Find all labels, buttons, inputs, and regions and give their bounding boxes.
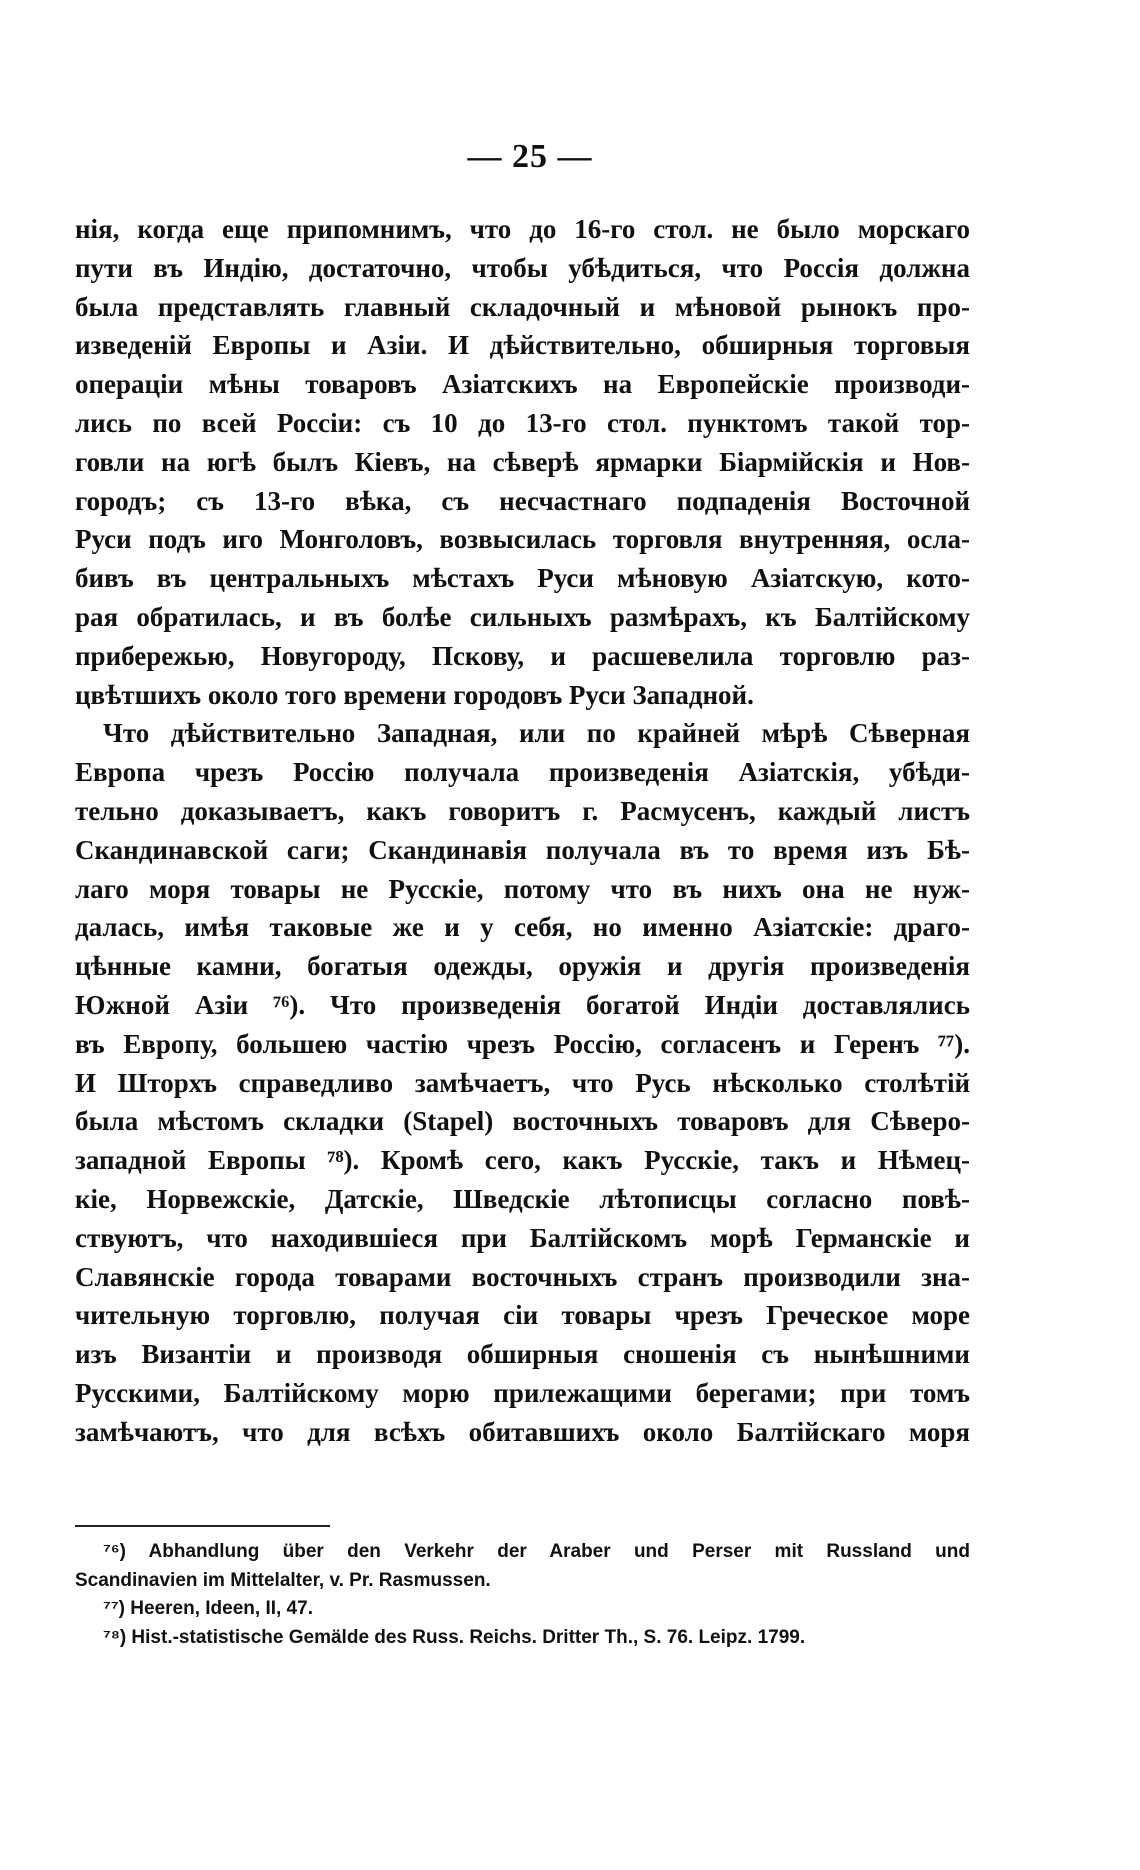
footnote-line: ⁷⁶) Abhandlung über den Verkehr der Araber und Perser mit Russland und — [103, 1541, 970, 1562]
text-line: нія, когда еще припомнимъ, что до 16-го стол. не было морскаго — [75, 214, 970, 244]
text-line: Руси подъ иго Монголовъ, возвысилась торговля внутренняя, осла- — [75, 524, 970, 555]
text-line: пути въ Индію, достаточно, чтобы убѣдиться, что Россія должна — [75, 252, 970, 283]
text-line: Южной Азіи ⁷⁶). Что произведенія богатой Индіи доставлялись — [75, 989, 970, 1020]
text-line: Что дѣйствительно Западная, или по крайней мѣрѣ Сѣверная — [103, 718, 970, 749]
text-line: чительную торговлю, получая сіи товары чрезъ Греческое море — [75, 1300, 970, 1331]
body-text — [75, 210, 970, 1452]
text-line: тельно доказываетъ, какъ говоритъ г. Расмусенъ, каждый листъ — [75, 795, 970, 826]
text-line: изъ Византіи и производя обширныя сношенія съ нынѣшними — [75, 1339, 970, 1370]
text-line: бивъ въ центральныхъ мѣстахъ Руси мѣновую Азіатскую, кото- — [75, 563, 970, 594]
text-line: прибережью, Новугороду, Пскову, и расшевелила торговлю раз- — [75, 640, 970, 671]
text-line: лаго моря товары не Русскіе, потому что въ нихъ она не нуж- — [75, 873, 970, 904]
text-line: Скандинавской саги; Скандинавія получала въ то время изъ Бѣ- — [75, 834, 970, 865]
text-line: цвѣтшихъ около того времени городовъ Руси Западной. — [75, 679, 754, 710]
text-line: была мѣстомъ складки (Stapel) восточныхъ товаровъ для Сѣверо- — [75, 1106, 970, 1137]
text-line: городъ; съ 13-го вѣка, съ несчастнаго подпаденія Восточной — [75, 485, 970, 516]
page-number: — 25 — — [467, 138, 593, 175]
footnotes — [75, 1538, 970, 1652]
text-line: лись по всей Россіи: съ 10 до 13-го стол. пунктомъ такой тор- — [75, 407, 970, 438]
text-line: операціи мѣны товаровъ Азіатскихъ на Европейскіе производи- — [75, 369, 970, 400]
footnote-line: ⁷⁸) Hist.-statistische Gemälde des Russ. Reichs. Dritter Th., S. 76. Leipz. 1799. — [103, 1626, 806, 1648]
text-line: кіе, Норвежскіе, Датскіе, Шведскіе лѣтописцы согласно повѣ- — [75, 1183, 970, 1214]
text-line: далась, имѣя таковые же и у себя, но именно Азіатскіе: драго- — [75, 912, 970, 943]
footnote-divider — [75, 1525, 330, 1527]
footnote-line: ⁷⁷) Heeren, Ideen, II, 47. — [103, 1598, 313, 1619]
text-line: рая обратилась, и въ болѣе сильныхъ размѣрахъ, къ Балтійскому — [75, 601, 970, 632]
text-line: была представлять главный складочный и мѣновой рынокъ про- — [75, 291, 970, 322]
text-line: Славянскіе города товарами восточныхъ странъ производили зна- — [75, 1261, 970, 1292]
text-line: говли на югѣ былъ Кіевъ, на сѣверѣ ярмарки Біармійскія и Нов- — [75, 446, 970, 477]
footnote-line: Scandinavien im Mittelalter, v. Pr. Rasmussen. — [75, 1569, 491, 1591]
text-line: цѣнные камни, богатыя одежды, оружія и другія произведенія — [75, 951, 970, 982]
text-line: ствуютъ, что находившіеся при Балтійскомъ морѣ Германскіе и — [75, 1222, 970, 1253]
text-line: замѣчаютъ, что для всѣхъ обитавшихъ около Балтійскаго моря — [75, 1416, 970, 1447]
text-line: въ Европу, большею частію чрезъ Россію, согласенъ и Геренъ ⁷⁷). — [75, 1028, 970, 1059]
text-line: западной Европы ⁷⁸). Кромѣ сего, какъ Русскіе, такъ и Нѣмец- — [75, 1145, 970, 1176]
text-line: Европа чрезъ Россію получала произведенія Азіатскія, убѣди- — [75, 757, 970, 788]
text-line: Русскими, Балтійскому морю прилежащими берегами; при томъ — [75, 1377, 970, 1408]
text-line: изведеній Европы и Азіи. И дѣйствительно, обширныя торговыя — [75, 330, 970, 361]
text-line: И Шторхъ справедливо замѣчаетъ, что Русь нѣсколько столѣтій — [75, 1067, 970, 1098]
